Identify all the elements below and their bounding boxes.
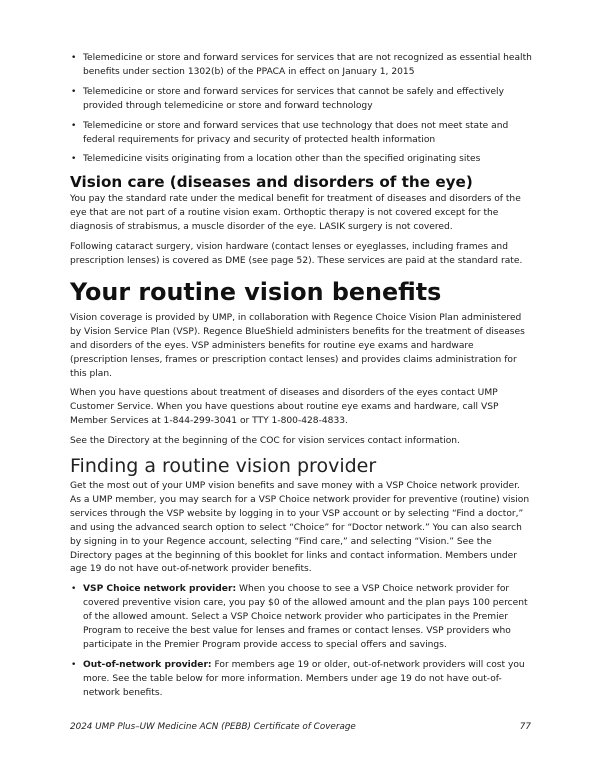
vision-care-heading: Vision care (diseases and disorders of the eye) <box>70 173 473 192</box>
routine-questions-paragraph: When you have questions about treatment of diseases and disorders of the eyes contact UMP Customer Service. When you have questions about routine eye exams and hardware, call VSP Member Services at 1-844-299-3041 or TTY 1-800-428-4833. <box>70 388 499 427</box>
list-item: • Telemedicine or store and forward services for services that cannot be safely and effectively provided through telemedicine or store and forward technology <box>70 86 532 114</box>
routine-vision-paragraph: Vision coverage is provided by UMP, in collaboration with Regence Choice Vision Plan administered by Vision Service Plan (VSP). Regence BlueShield administers benefits for the treatment of diseases and disorders of the eyes. VSP administers benefits for routine eye exams and hardware (prescription lenses, frames or prescription contact lenses) and provides claims administration for this plan. <box>70 312 525 379</box>
finding-provider-heading: Finding a routine vision provider <box>70 455 377 478</box>
list-item <box>70 583 532 653</box>
list-item-text: When you choose to see a VSP Choice network provider for covered preventive vision care, you pay $0 of the allowed amount and the plan pays 100 percent of the allowed amount. Select a VSP Choice network provider who participates in the Premier Program to receive the best value for lenses and frames or contact lenses. VSP providers who participate in the Premier Program provide access to special offers and savings. <box>83 584 528 650</box>
page-number: 77 <box>519 722 531 732</box>
list-item-lead: Out-of-network provider: <box>83 659 212 670</box>
routine-vision-heading: Your routine vision benefits <box>70 277 442 306</box>
provider-types-list <box>70 583 532 700</box>
vision-care-paragraph: You pay the standard rate under the medical benefit for treatment of diseases and disorders of the eye that are not part of a routine vision exam. Orthoptic therapy is not covered except for the diagnosis of strabismus, a muscle disorder of the eye. LASIK surgery is not covered. <box>70 194 521 233</box>
list-item: • Telemedicine or store and forward services that use technology that does not meet state and federal requirements for privacy and security of protected health information <box>70 120 532 148</box>
list-item <box>70 659 532 701</box>
list-item: • Telemedicine or store and forward services for services that are not recognized as essential health benefits under section 1302(b) of the PPACA in effect on January 1, 2015 <box>70 52 532 80</box>
list-item-text: For members age 19 or older, out-of-network providers will cost you more. See the table below for more information. Members under age 19 do not have out-of-network benefits. <box>83 659 525 698</box>
list-item: • Telemedicine visits originating from a location other than the specified originating sites <box>70 153 532 167</box>
directory-paragraph: See the Directory at the beginning of the COC for vision services contact information. <box>70 436 460 447</box>
footer-title: 2024 UMP Plus–UW Medicine ACN (PEBB) Certificate of Coverage <box>70 722 356 732</box>
page-footer <box>70 722 531 732</box>
list-item-lead: VSP Choice network provider: <box>83 584 237 595</box>
cataract-paragraph: Following cataract surgery, vision hardware (contact lenses or eyeglasses, including frames and prescription lenses) is covered as DME (see page 52). These services are paid at the standard rate. <box>70 242 523 266</box>
finding-provider-paragraph: Get the most out of your UMP vision benefits and save money with a VSP Choice network provider. As a UMP member, you may search for a VSP Choice network provider for preventive (routine) vision services through the VSP website by logging in to your VSP account or by selecting “Find a doctor,” and using the advanced search option to select “Choice” for “Doctor network.” You can also search by signing in to your Regence account, selecting “Find care,” and selecting “Vision.” See the Directory pages at the beginning of this booklet for links and contact information. Members under age 19 do not have out-of-network provider benefits. <box>70 481 530 575</box>
document-body <box>70 52 532 707</box>
telemedicine-exclusions-list <box>70 52 532 167</box>
